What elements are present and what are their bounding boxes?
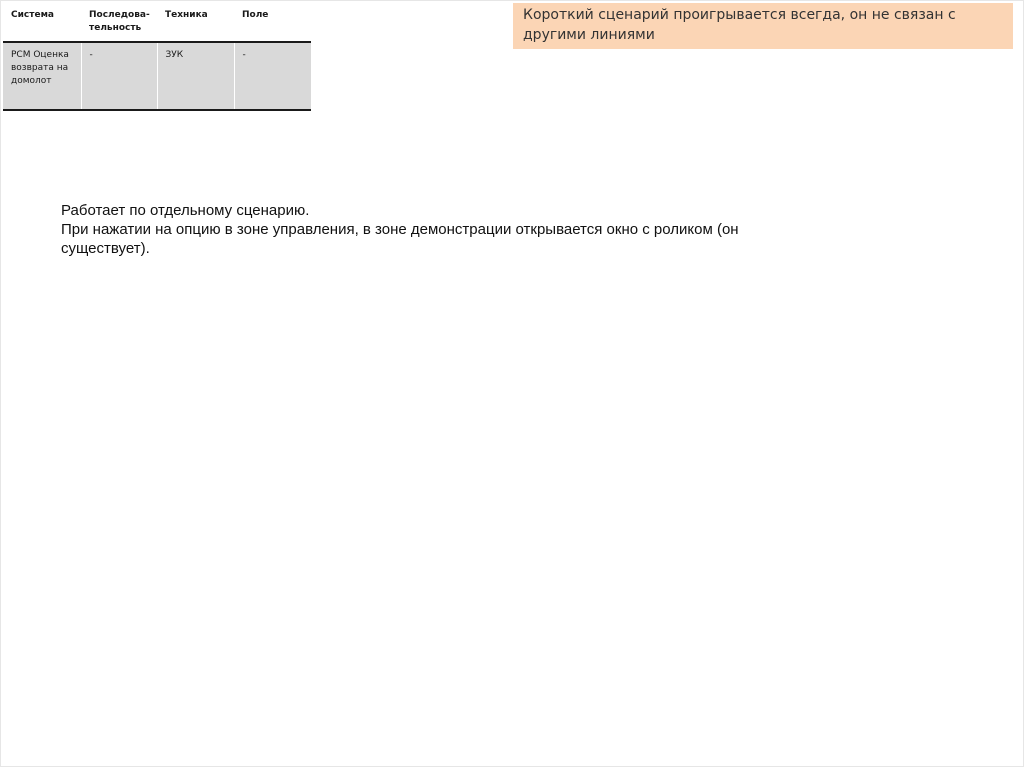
cell-technique: ЗУК [157, 42, 234, 110]
cell-sequence: - [81, 42, 157, 110]
cell-system: РСМ Оценка возврата на домолот [3, 42, 81, 110]
note-box [513, 3, 1013, 49]
info-table [3, 3, 311, 111]
body-line-2: При нажатии на опцию в зоне управления, в зоне демонстрации открывается окно с роликом (он существует). [61, 221, 739, 257]
body-line-1: Работает по отдельному сценарию. [61, 202, 310, 219]
header-field: Поле [242, 10, 269, 20]
header-sequence: Последовательность [89, 10, 150, 33]
header-technique: Техника [165, 10, 208, 20]
note-text: Короткий сценарий проигрывается всегда, он не связан с другими линиями [523, 7, 956, 43]
body-text [61, 201, 801, 258]
cell-field: - [242, 50, 246, 60]
table-row [3, 42, 311, 110]
table-header-row [3, 3, 311, 42]
header-system: Система [11, 10, 54, 20]
